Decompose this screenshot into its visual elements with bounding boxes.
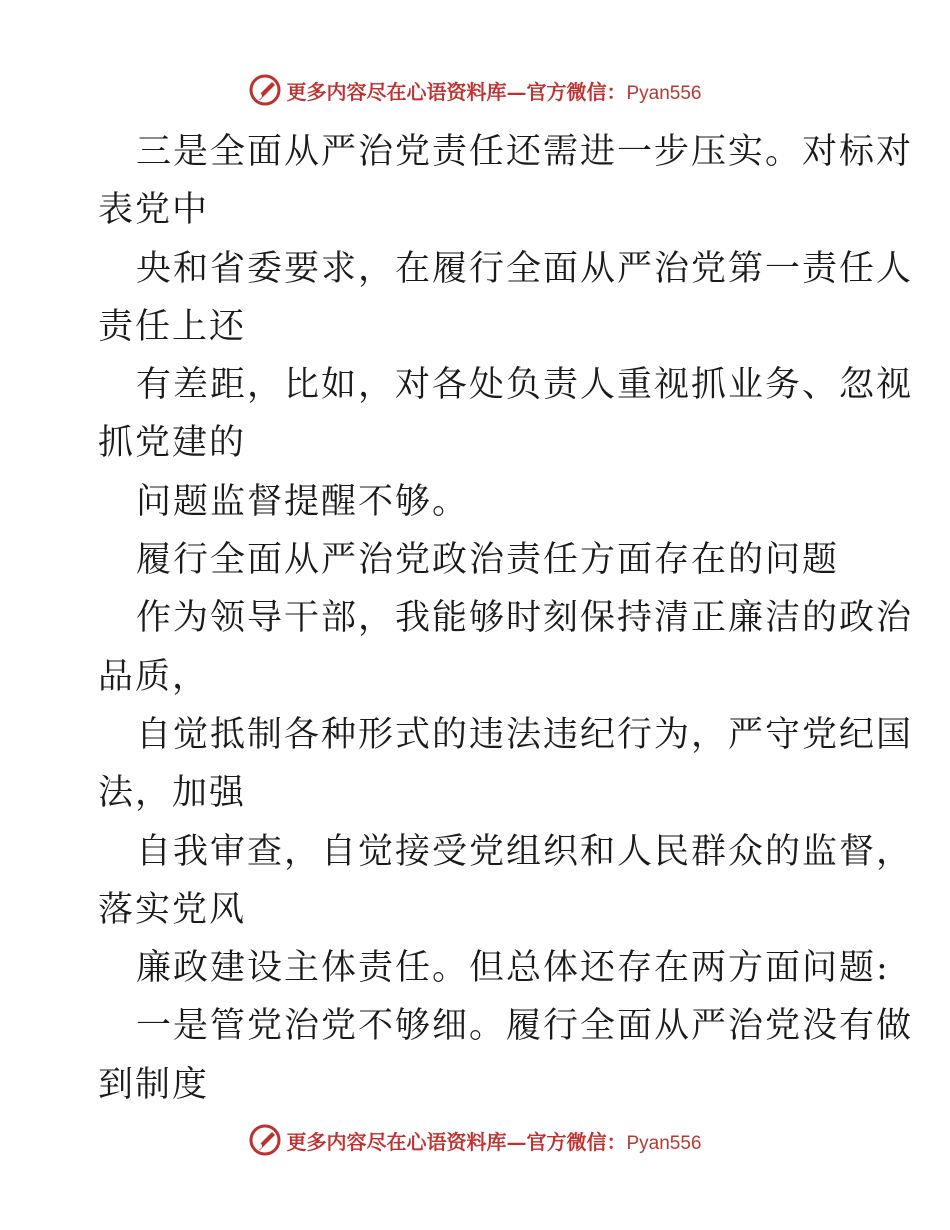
paragraph-line: 自觉抵制各种形式的违法违纪行为，严守党纪国 [136, 714, 914, 755]
banner-label: 更多内容尽在心语资料库—官方微信： [286, 79, 627, 104]
paragraph-line: 抓党建的 [98, 423, 247, 464]
header-banner [0, 70, 950, 110]
paragraph-line: 一是管党治党不够细。履行全面从严治党没有做 [136, 1006, 914, 1047]
logo-icon [248, 73, 282, 107]
paragraph-line: 品质， [98, 656, 210, 697]
document-body [98, 123, 914, 1114]
banner-wechat-id: Pyan556 [626, 82, 702, 104]
paragraph-line: 履行全面从严治党政治责任方面存在的问题 [136, 540, 840, 581]
paragraph-line: 作为领导干部，我能够时刻保持清正廉洁的政治 [136, 598, 914, 639]
paragraph-line: 廉政建设主体责任。但总体还存在两方面问题: [136, 948, 890, 989]
paragraph-line: 法，加强 [98, 773, 247, 814]
banner-wechat-id: Pyan556 [626, 1132, 702, 1154]
banner-label: 更多内容尽在心语资料库—官方微信： [286, 1129, 627, 1154]
paragraph-line: 问题监督提醒不够。 [136, 481, 470, 522]
footer-banner [0, 1120, 950, 1160]
paragraph-line: 到制度 [98, 1064, 210, 1105]
logo-icon [248, 1123, 282, 1157]
paragraph-line: 央和省委要求，在履行全面从严治党第一责任人 [136, 248, 914, 289]
banner-text [286, 76, 701, 105]
paragraph-line: 责任上还 [98, 306, 247, 347]
paragraph-line: 自我审查，自觉接受党组织和人民群众的监督， [136, 831, 914, 872]
paragraph-line: 表党中 [98, 190, 210, 231]
paragraph-line: 有差距，比如，对各处负责人重视抓业务、忽视 [136, 365, 914, 406]
banner-text [286, 1126, 701, 1155]
paragraph-line: 三是全面从严治党责任还需进一步压实。对标对 [136, 132, 914, 172]
paragraph-line: 落实党风 [98, 889, 247, 930]
